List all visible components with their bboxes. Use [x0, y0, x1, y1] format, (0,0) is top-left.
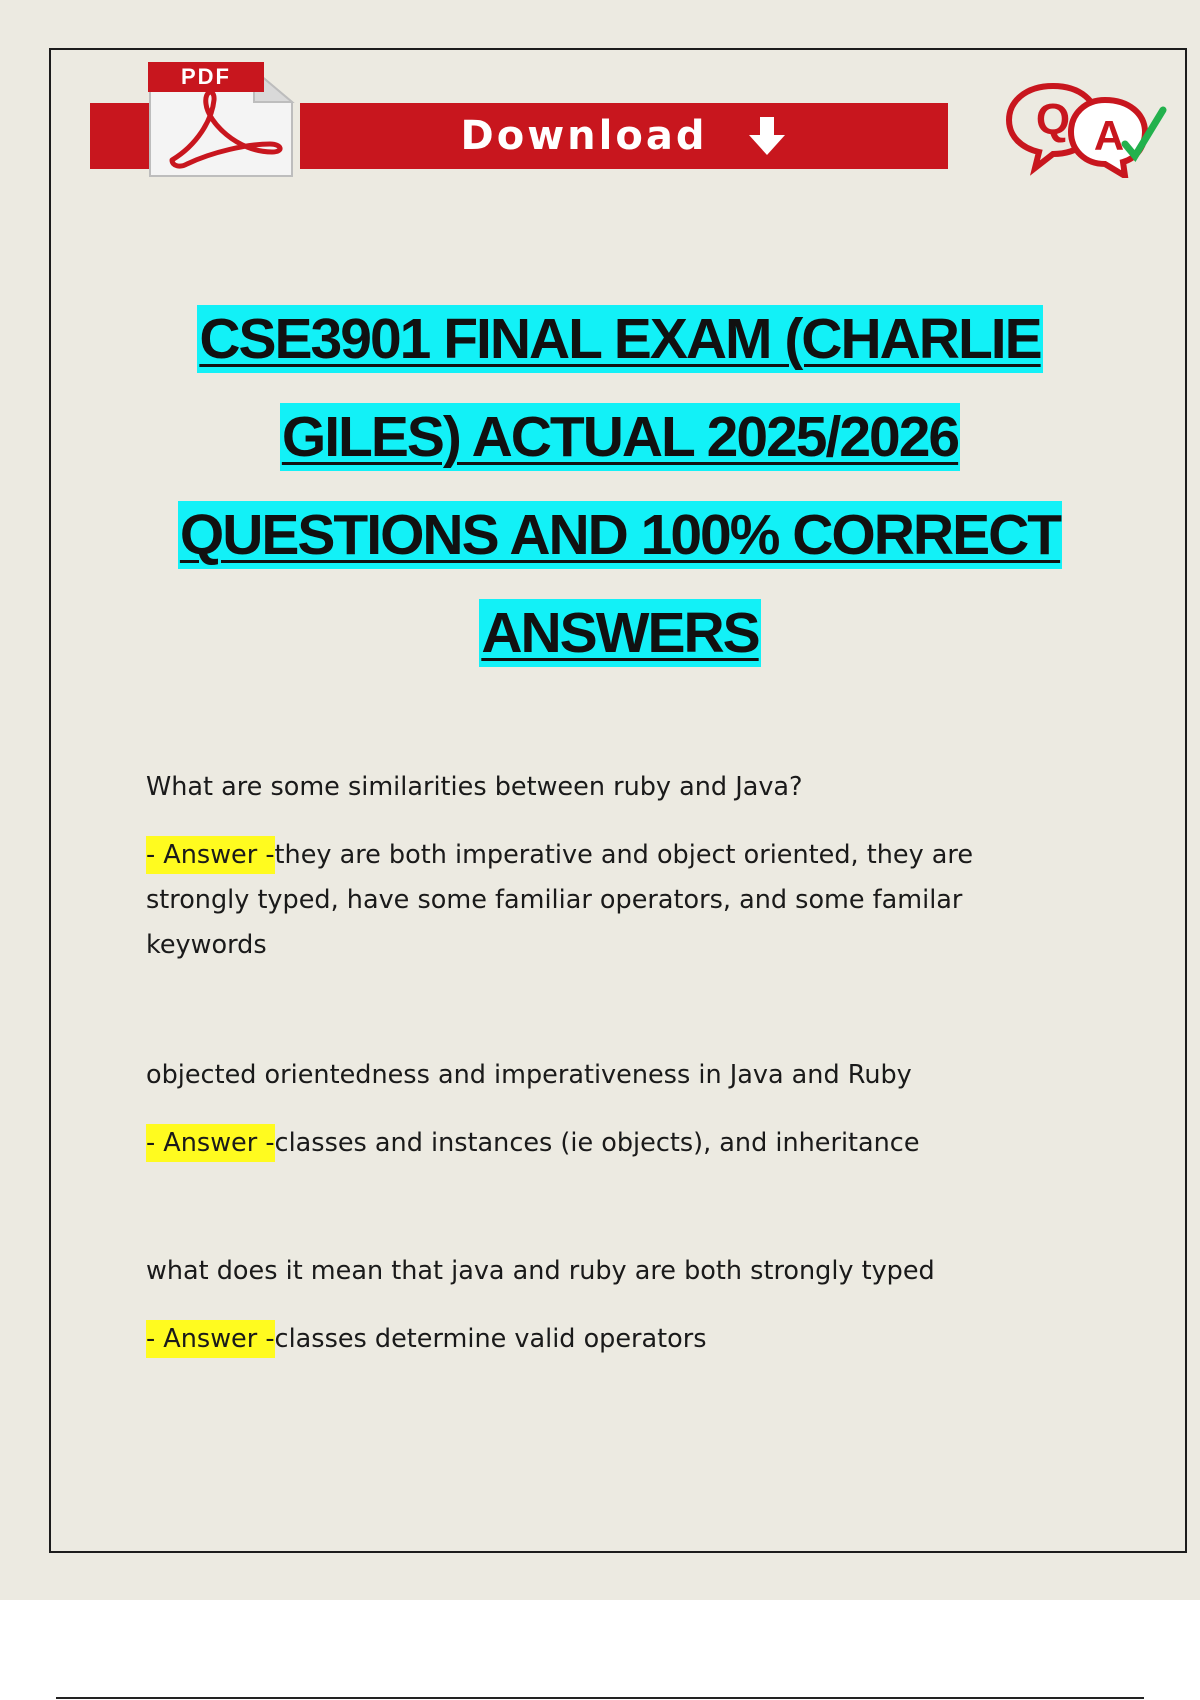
question-text: objected orientedness and imperativeness in Java and Ruby: [146, 1060, 912, 1090]
banner-left-bar: [90, 103, 150, 169]
title-line: ANSWERS: [481, 601, 759, 665]
footer-divider: [56, 1697, 1144, 1699]
answer-prefix: - Answer -: [146, 1124, 275, 1162]
title-line: QUESTIONS AND 100% CORRECT: [179, 503, 1061, 567]
question-text: what does it mean that java and ruby are both strongly typed: [146, 1256, 935, 1286]
answer-block: [146, 833, 1026, 968]
pdf-document-icon: [142, 60, 302, 178]
answer-block: [146, 1317, 1026, 1362]
answer-line: strongly typed, have some familiar operators, and some familar: [146, 885, 963, 915]
pdf-tag: PDF: [148, 62, 264, 92]
title-line: CSE3901 FINAL EXAM (CHARLIE: [199, 307, 1041, 371]
answer-prefix: - Answer -: [146, 836, 275, 874]
answer-prefix: - Answer -: [146, 1320, 275, 1358]
qa-logo: [1005, 78, 1170, 178]
logo-a: A: [1093, 112, 1125, 159]
document-title: [120, 290, 1120, 682]
question-text: What are some similarities between ruby and Java?: [146, 772, 803, 802]
download-banner[interactable]: [90, 60, 860, 180]
arrow-down-icon: [747, 115, 787, 157]
answer-line: - Answer -they are both imperative and object oriented, they are: [146, 833, 1026, 878]
answer-line: - Answer -classes and instances (ie objects), and inheritance: [146, 1121, 1026, 1166]
answer-line: keywords: [146, 930, 267, 960]
logo-q: Q: [1035, 95, 1071, 144]
answer-line: - Answer -classes determine valid operators: [146, 1317, 1026, 1362]
download-button[interactable]: [300, 103, 948, 169]
download-label: Download: [460, 113, 708, 159]
title-line: GILES) ACTUAL 2025/2026: [281, 405, 959, 469]
answer-block: [146, 1121, 1026, 1166]
